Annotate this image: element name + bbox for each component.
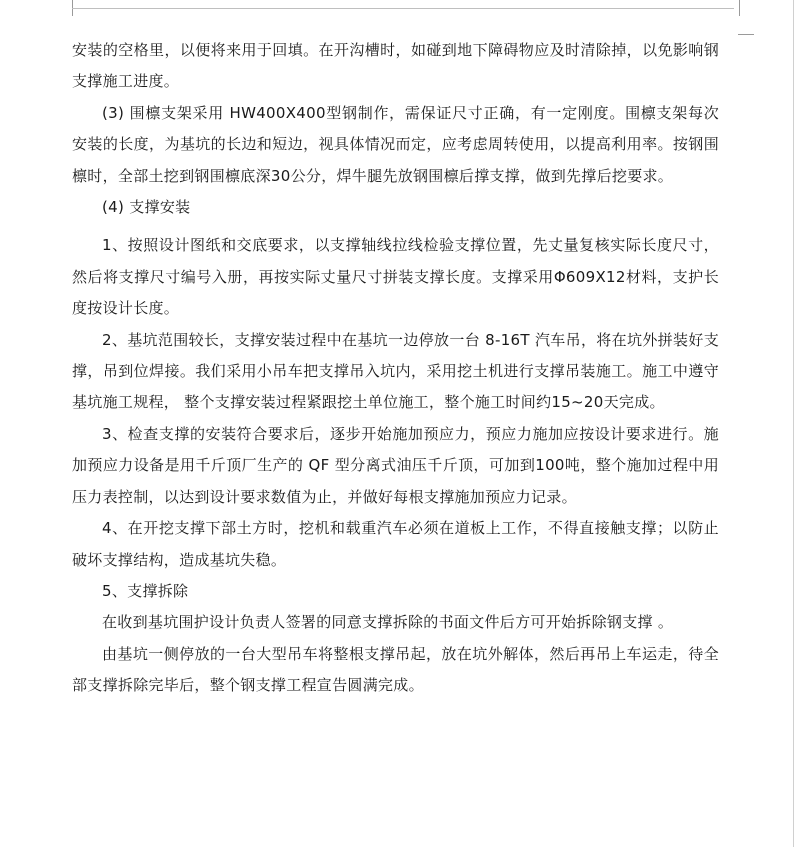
crop-mark-top-right	[739, 0, 740, 16]
document-body	[72, 35, 719, 702]
paragraph-step-2: 2、基坑范围较长，支撑安装过程中在基坑一边停放一台 8-16T 汽车吊，将在坑外拼装好支撑，吊到位焊接。我们采用小吊车把支撑吊入坑内，采用挖土机进行支撑吊装施工。施工中遵守基坑施工规程， 整个支撑安装过程紧跟挖土单位施工，整个施工时间约15~20天完成。	[72, 330, 719, 412]
heading-support-removal: 5、支撑拆除	[102, 581, 189, 600]
paragraph-purlin-bracket: (3) 围檩支架采用 HW400X400型钢制作，需保证尺寸正确，有一定刚度。围檩支架每次安装的长度，为基坑的长边和短边，视具体情况而定，应考虑周转使用，以提高利用率。按钢围檩时，全部土挖到钢围檩底深30公分，焊牛腿先放钢围檩后撑支撑，做到先撑后挖要求。	[72, 103, 719, 185]
crop-mark-right-margin	[738, 34, 754, 35]
paragraph-step-4: 4、在开挖支撑下部土方时，挖机和载重汽车必须在道板上工作，不得直接触支撑；以防止破坏支撑结构，造成基坑失稳。	[72, 519, 719, 569]
paragraph-trench: 安装的空格里，以便将来用于回填。在开沟槽时，如碰到地下障碍物应及时清除掉，以免影响钢支撑施工进度。	[72, 41, 719, 91]
paragraph-removal-process: 由基坑一侧停放的一台大型吊车将整根支撑吊起，放在坑外解体，然后再吊上车运走，待全部支撑拆除完毕后，整个钢支撑工程宣告圆满完成。	[72, 644, 719, 695]
paragraph-step-3: 3、检查支撑的安装符合要求后，逐步开始施加预应力，预应力施加应按设计要求进行。施加预应力设备是用千斤顶厂生产的 QF 型分离式油压千斤顶，可加到100吨，整个施加过程中用压力表控制，以达到设计要求数值为止，并做好每根支撑施加预应力记录。	[72, 424, 719, 506]
header-rule	[72, 8, 734, 9]
paragraph-step-1: 1、按照设计图纸和交底要求，以支撑轴线拉线检验支撑位置，先丈量复核实际长度尺寸，然后将支撑尺寸编号入册，再按实际丈量尺寸拼装支撑长度。支撑采用Φ609X12材料，支护长度按设计长度。	[72, 236, 719, 318]
paragraph-removal-approval: 在收到基坑围护设计负责人签署的同意支撑拆除的书面文件后方可开始拆除钢支撑 。	[102, 613, 674, 632]
heading-support-installation: (4) 支撑安装	[102, 198, 191, 217]
